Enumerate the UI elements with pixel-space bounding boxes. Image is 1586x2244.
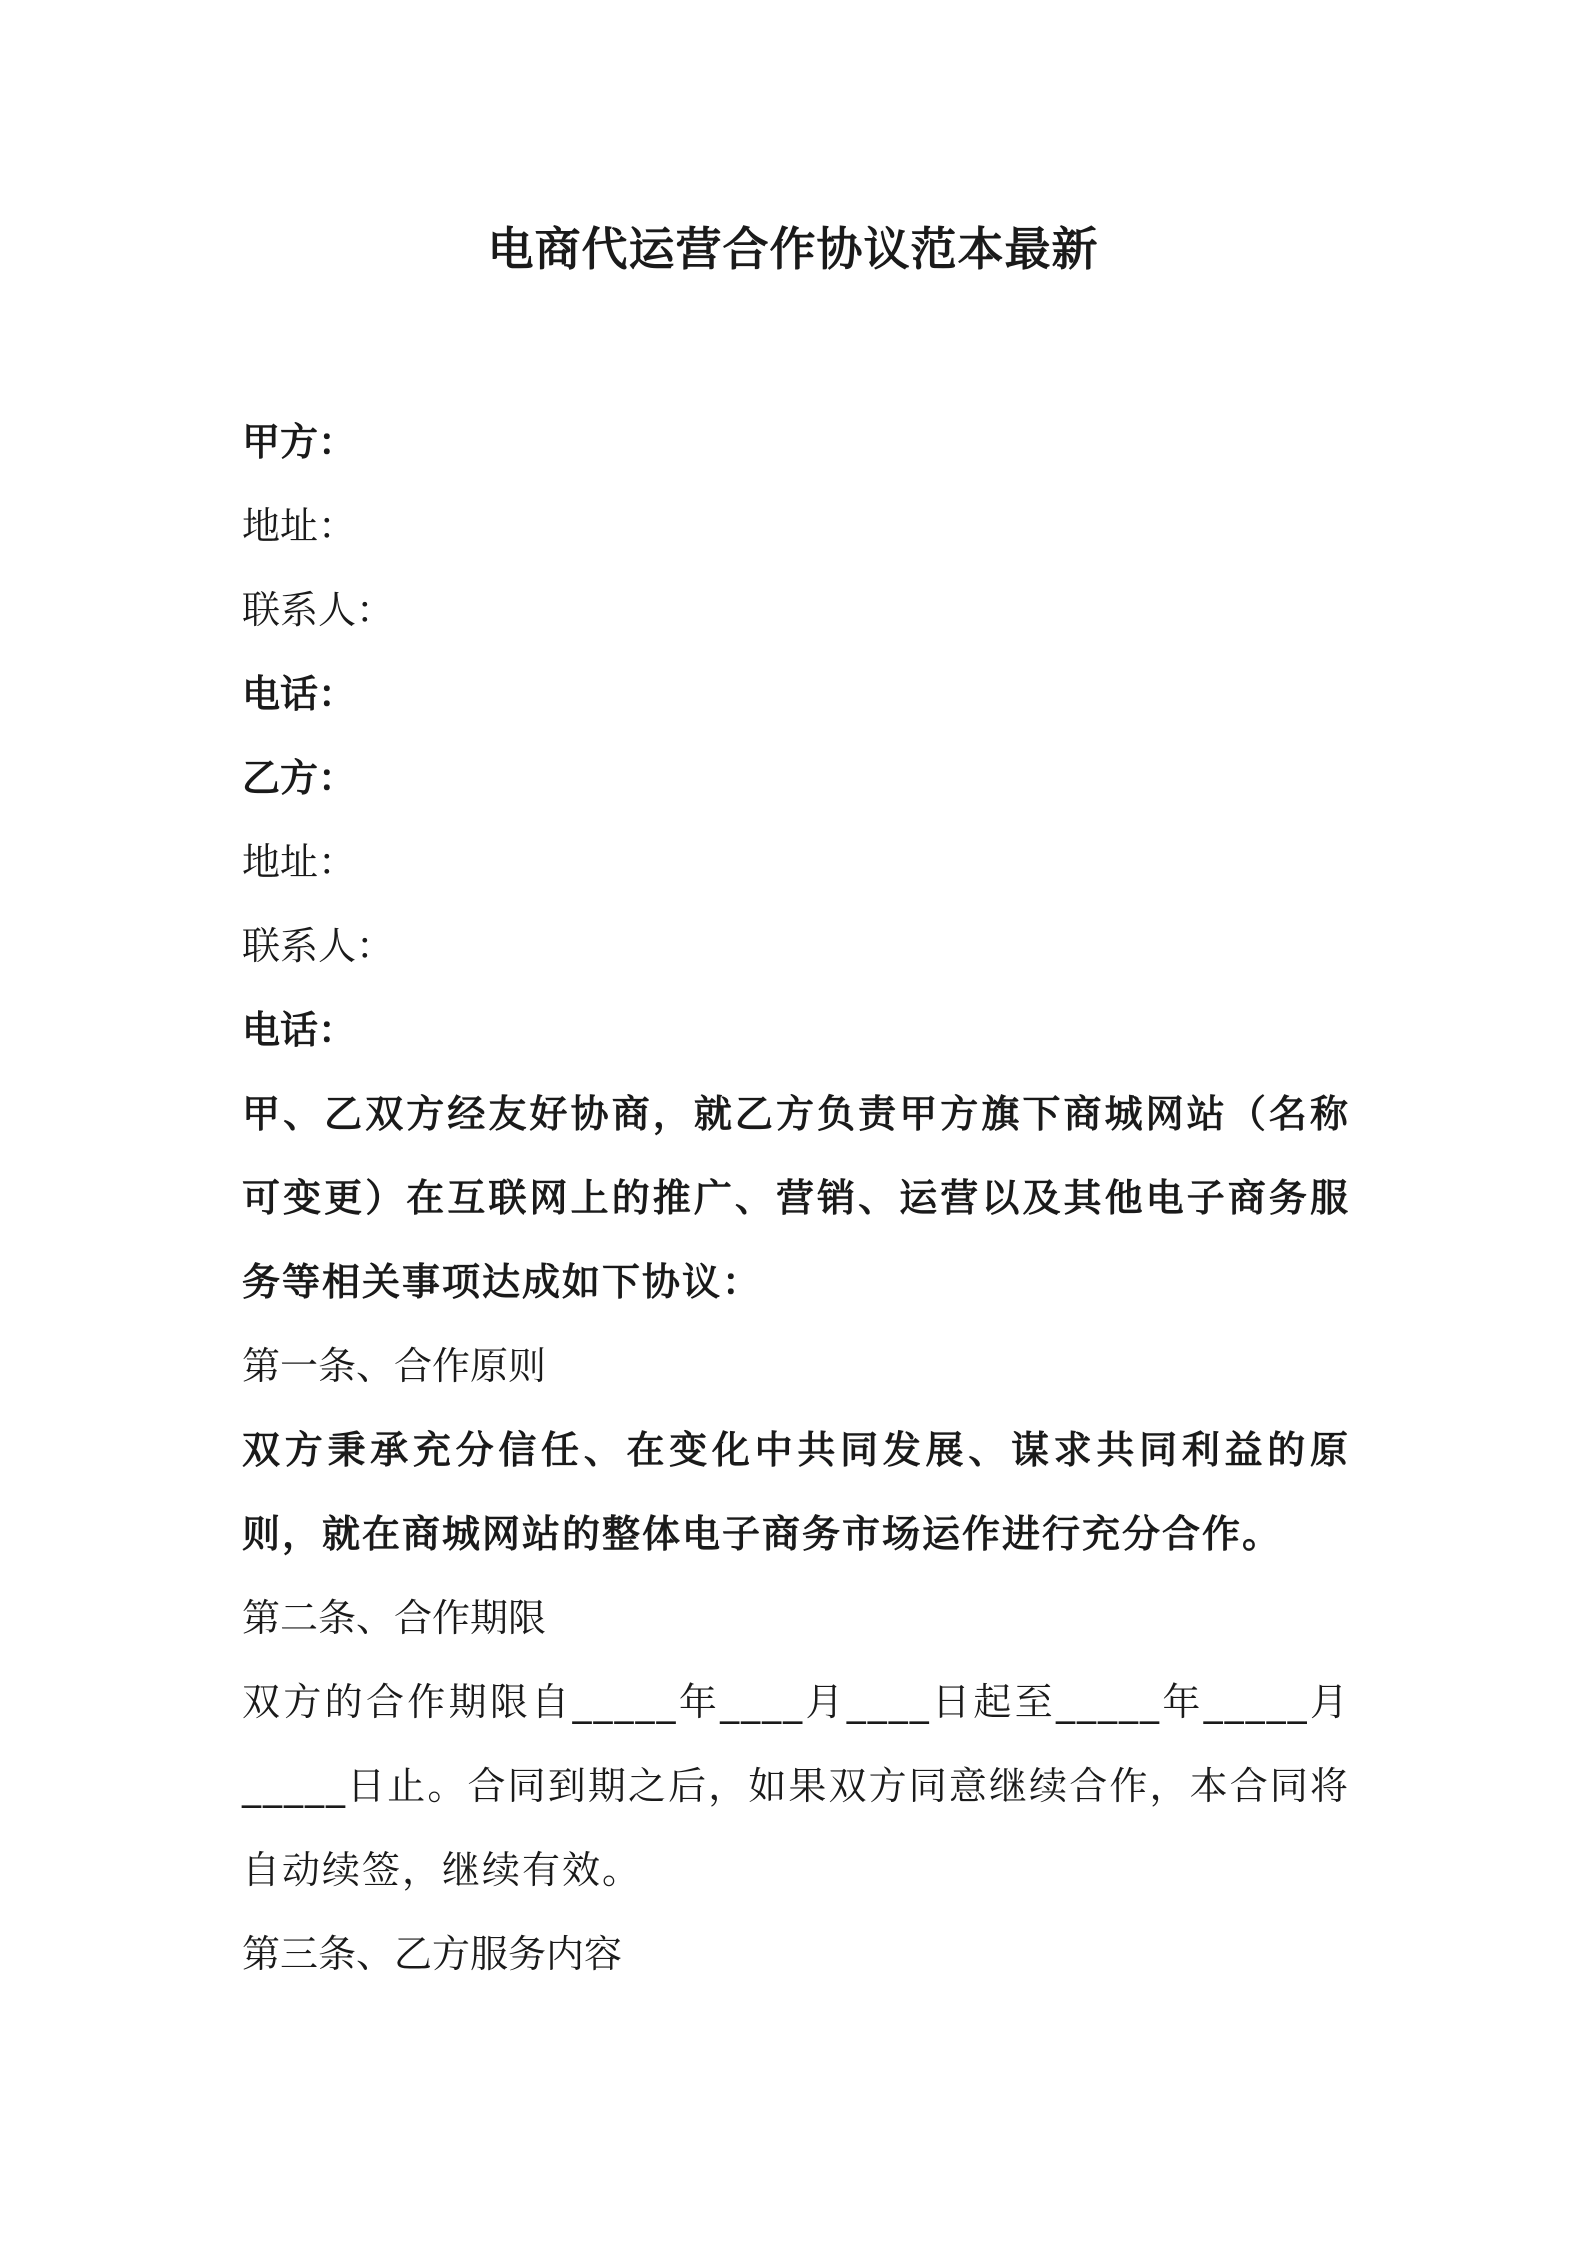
party-b-phone-label: 电话： [242,1008,357,1052]
party-b-contact-label: 联系人： [242,924,395,968]
party-a-phone-label: 电话： [242,672,357,716]
party-a-address-label: 地址： [242,504,357,548]
article-3-heading: 第三条、乙方服务内容 [242,1932,623,1976]
document-body [242,400,1350,1996]
party-b-label: 乙方： [242,756,357,800]
article-2-heading: 第二条、合作期限 [242,1596,547,1640]
document-title: 电商代运营合作协议范本最新 [487,222,1099,276]
party-a-label: 甲方： [242,420,357,464]
article-1-text: 双方秉承充分信任、在变化中共同发展、谋求共同利益的原则，就在商城网站的整体电子商务市场运作进行充分合作。 [242,1428,1350,1556]
preamble-paragraph: 甲、乙双方经友好协商，就乙方负责甲方旗下商城网站（名称可变更）在互联网上的推广、营销、运营以及其他电子商务服务等相关事项达成如下协议： [242,1092,1350,1304]
article-2-text: 双方的合作期限自_____年____月____日起至_____年_____月_____日止。合同到期之后，如果双方同意继续合作，本合同将自动续签，继续有效。 [242,1680,1350,1892]
party-b-address-label: 地址： [242,840,357,884]
article-1-heading: 第一条、合作原则 [242,1344,547,1388]
party-a-contact-label: 联系人： [242,588,395,632]
